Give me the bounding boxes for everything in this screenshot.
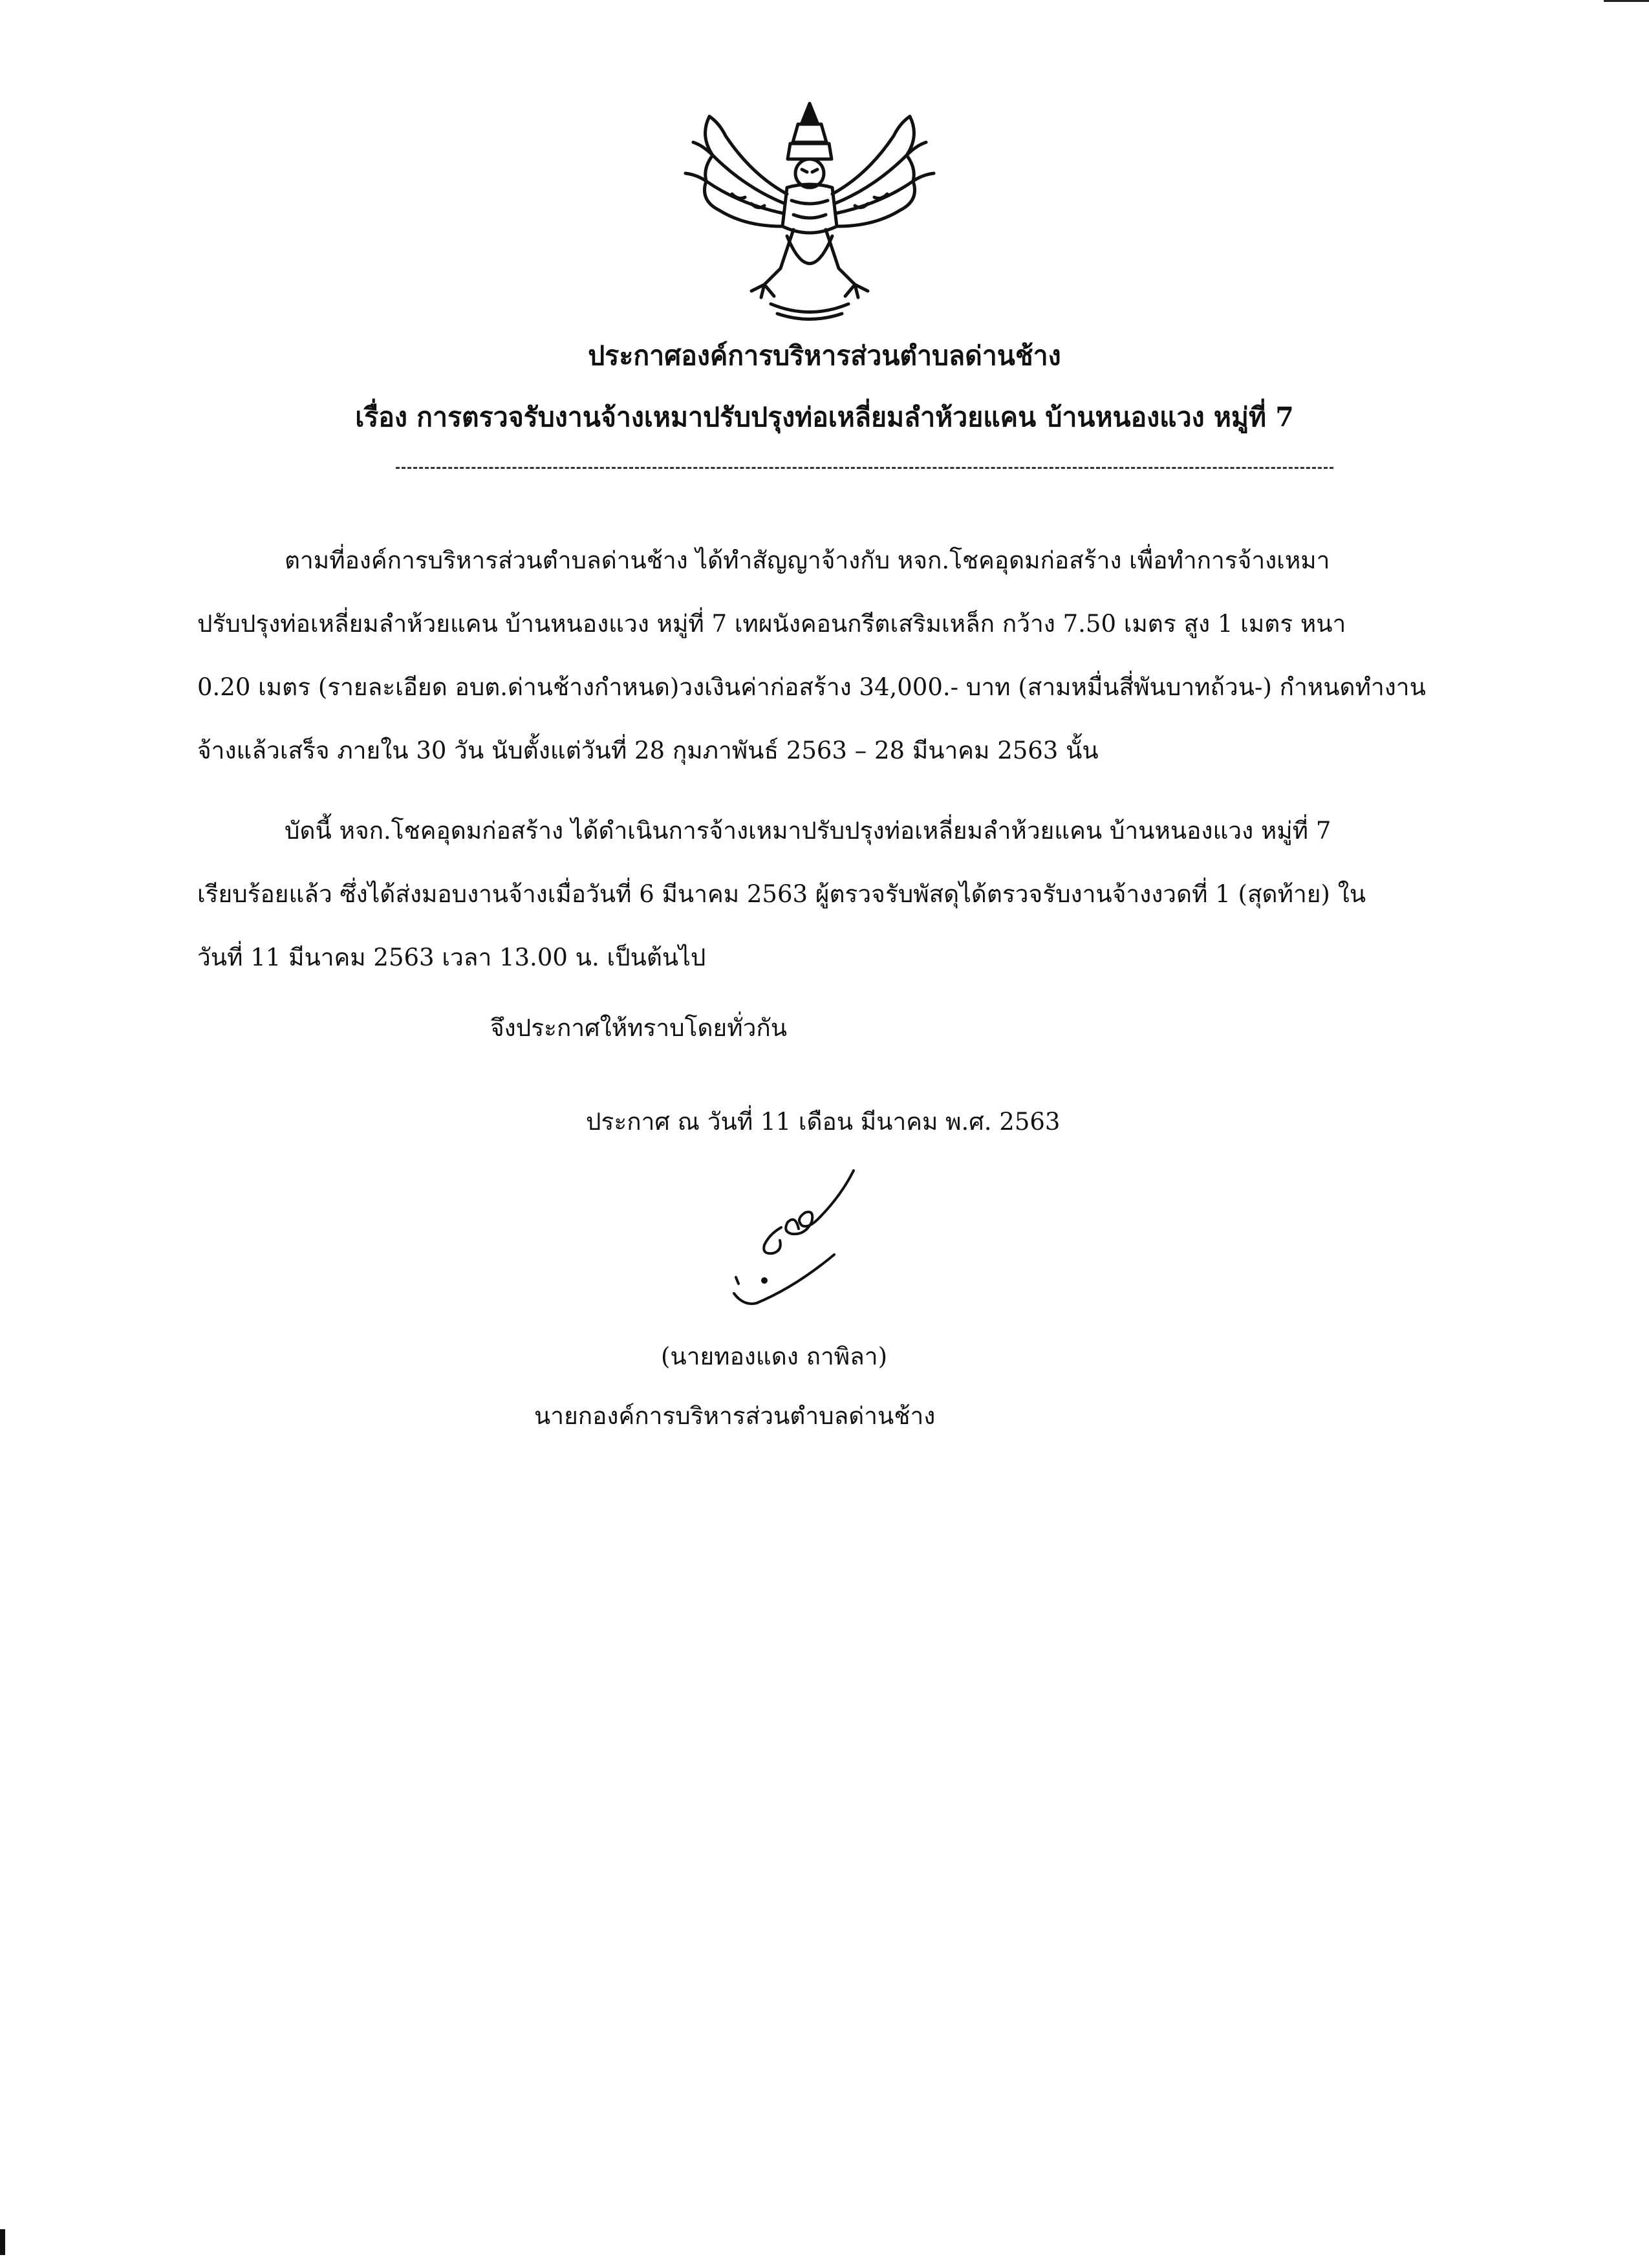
- scan-edge-mark: [1604, 0, 1649, 2]
- paragraph-line: บัดนี้ หจก.โชคอุดมก่อสร้าง ได้ดำเนินการจ้างเหมาปรับปรุงท่อเหลี่ยมลำห้วยแคน บ้านหนองแวง หมู่ที่ 7: [285, 817, 1331, 845]
- paragraph-line: ปรับปรุงท่อเหลี่ยมลำห้วยแคน บ้านหนองแวง หมู่ที่ 7 เทผนังคอนกรีตเสริมเหล็ก กว้าง 7.50 เมตร สูง 1 เมตร หนา: [197, 610, 1346, 638]
- garuda-emblem-icon: [674, 97, 945, 327]
- paragraph-line: จ้างแล้วเสร็จ ภายใน 30 วัน นับตั้งแต่วันที่ 28 กุมภาพันธ์ 2563 – 28 มีนาคม 2563 นั้น: [197, 737, 1099, 764]
- title-divider: [396, 467, 1333, 469]
- announcement-date: ประกาศ ณ วันที่ 11 เดือน มีนาคม พ.ศ. 2563: [586, 1108, 1061, 1136]
- paragraph-line: วันที่ 11 มีนาคม 2563 เวลา 13.00 น. เป็นต้นไป: [197, 944, 706, 971]
- body-paragraph-1: [197, 529, 1529, 783]
- scan-edge-mark: [0, 2229, 5, 2255]
- document-subject: เรื่อง การตรวจรับงานจ้างเหมาปรับปรุงท่อเหลี่ยมลำห้วยแคน บ้านหนองแวง หมู่ที่ 7: [355, 402, 1294, 433]
- handwritten-signature: [705, 1158, 899, 1326]
- body-paragraph-2: [197, 799, 1529, 989]
- paragraph-line: 0.20 เมตร (รายละเอียด อบต.ด่านช้างกำหนด)วงเงินค่าก่อสร้าง 34,000.- บาท (สามหมื่นสี่พันบาทถ้วน-) กำหนดทำงาน: [197, 673, 1426, 701]
- paragraph-line: เรียบร้อยแล้ว ซึ่งได้ส่งมอบงานจ้างเมื่อวันที่ 6 มีนาคม 2563 ผู้ตรวจรับพัสดุได้ตรวจรับงานจ้างงวดที่ 1 (สุดท้าย) ใน: [197, 880, 1366, 908]
- paragraph-line: ตามที่องค์การบริหารส่วนตำบลด่านช้าง ได้ทำสัญญาจ้างกับ หจก.โชคอุดมก่อสร้าง เพื่อทำการจ้างเหมา: [285, 546, 1330, 574]
- signer-position: นายกองค์การบริหารส่วนตำบลด่านช้าง: [534, 1402, 936, 1430]
- document-title: ประกาศองค์การบริหารส่วนตำบลด่านช้าง: [588, 340, 1061, 371]
- signer-name: (นายทองแดง ถาพิลา): [661, 1343, 888, 1370]
- closing-statement: จึงประกาศให้ทราบโดยทั่วกัน: [490, 1014, 788, 1042]
